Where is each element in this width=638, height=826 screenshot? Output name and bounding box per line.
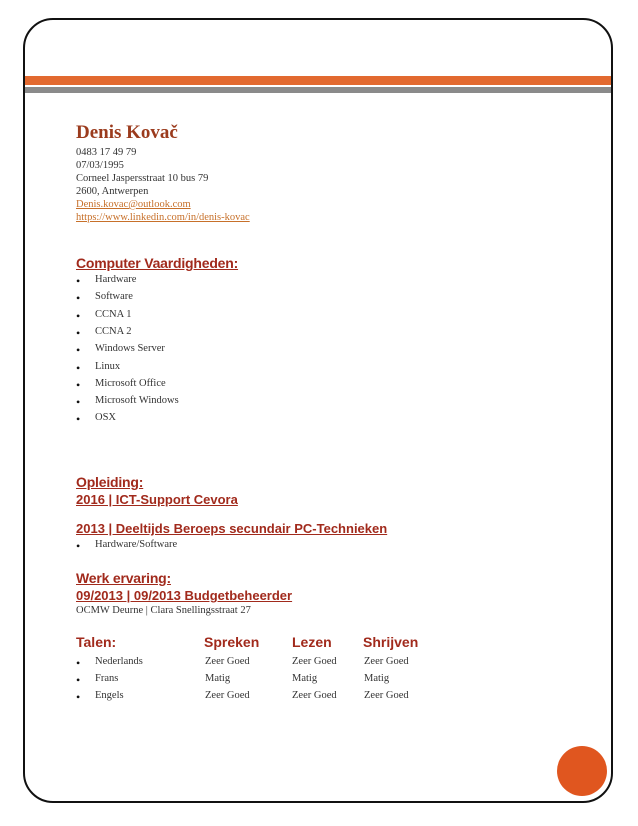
bullet-icon: •	[76, 377, 81, 392]
list-item: • Software	[76, 291, 133, 306]
read-level: Zeer Goed	[292, 656, 337, 667]
list-item: • Hardware/Software	[76, 539, 178, 553]
speak-level: Matig	[205, 673, 231, 684]
email-link[interactable]: Denis.kovac@outlook.com	[76, 199, 191, 210]
phone-number: 0483 17 49 79	[76, 147, 137, 158]
education-heading: Opleiding:	[76, 474, 144, 490]
bullet-icon: •	[76, 360, 81, 375]
read-level: Zeer Goed	[292, 690, 337, 701]
skills-heading: Computer Vaardigheden:	[76, 255, 239, 271]
language-name: Nederlands	[95, 656, 143, 667]
column-read: Lezen	[292, 634, 332, 650]
header-gray-bar	[25, 87, 611, 93]
work-heading: Werk ervaring:	[76, 570, 171, 586]
bullet-icon: •	[76, 274, 81, 288]
list-item: • Hardware	[76, 274, 137, 288]
bullet-icon: •	[76, 325, 81, 340]
table-row	[0, 656, 600, 670]
read-level: Matig	[292, 673, 318, 684]
bullet-icon: •	[76, 343, 81, 358]
candidate-name: Denis Kovač	[76, 122, 178, 143]
list-item: • Microsoft Office	[76, 377, 166, 392]
list-item: • OSX	[76, 412, 117, 427]
birthdate: 07/03/1995	[76, 160, 124, 171]
languages-heading: Talen:	[76, 634, 117, 650]
bullet-icon: •	[76, 656, 81, 670]
header-accent-bar	[25, 76, 611, 85]
bullet-icon: •	[76, 395, 81, 410]
speak-level: Zeer Goed	[205, 690, 250, 701]
work-detail: OCMW Deurne | Clara Snellingsstraat 27	[76, 605, 251, 616]
bullet-icon: •	[76, 291, 81, 306]
write-level: Zeer Goed	[364, 690, 409, 701]
write-level: Matig	[364, 673, 390, 684]
corner-circle-decoration	[557, 746, 607, 796]
list-item: • Windows Server	[76, 343, 165, 358]
work-entry: 09/2013 | 09/2013 Budgetbeheerder	[76, 588, 293, 603]
table-row	[0, 673, 600, 687]
education-entry-cevora: 2016 | ICT-Support Cevora	[76, 492, 238, 507]
bullet-icon: •	[76, 539, 81, 553]
speak-level: Zeer Goed	[205, 656, 250, 667]
language-name: Frans	[95, 673, 119, 684]
linkedin-link[interactable]: https://www.linkedin.com/in/denis-kovac	[76, 212, 250, 223]
bullet-icon: •	[76, 690, 81, 704]
education-entry-pc-technieken: 2013 | Deeltijds Beroeps secundair PC-Technieken	[76, 521, 388, 536]
bullet-icon: •	[76, 673, 81, 687]
column-speak: Spreken	[204, 634, 260, 650]
list-item: • Linux	[76, 360, 121, 375]
column-write: Shrijven	[363, 634, 419, 650]
bullet-icon: •	[76, 412, 81, 427]
write-level: Zeer Goed	[364, 656, 409, 667]
list-item: • CCNA 1	[76, 308, 132, 323]
language-name: Engels	[95, 690, 124, 701]
list-item: • Microsoft Windows	[76, 395, 179, 410]
street-address: Corneel Jaspersstraat 10 bus 79	[76, 173, 209, 184]
bullet-icon: •	[76, 308, 81, 323]
table-row	[0, 690, 600, 704]
city-address: 2600, Antwerpen	[76, 186, 149, 197]
list-item: • CCNA 2	[76, 325, 132, 340]
